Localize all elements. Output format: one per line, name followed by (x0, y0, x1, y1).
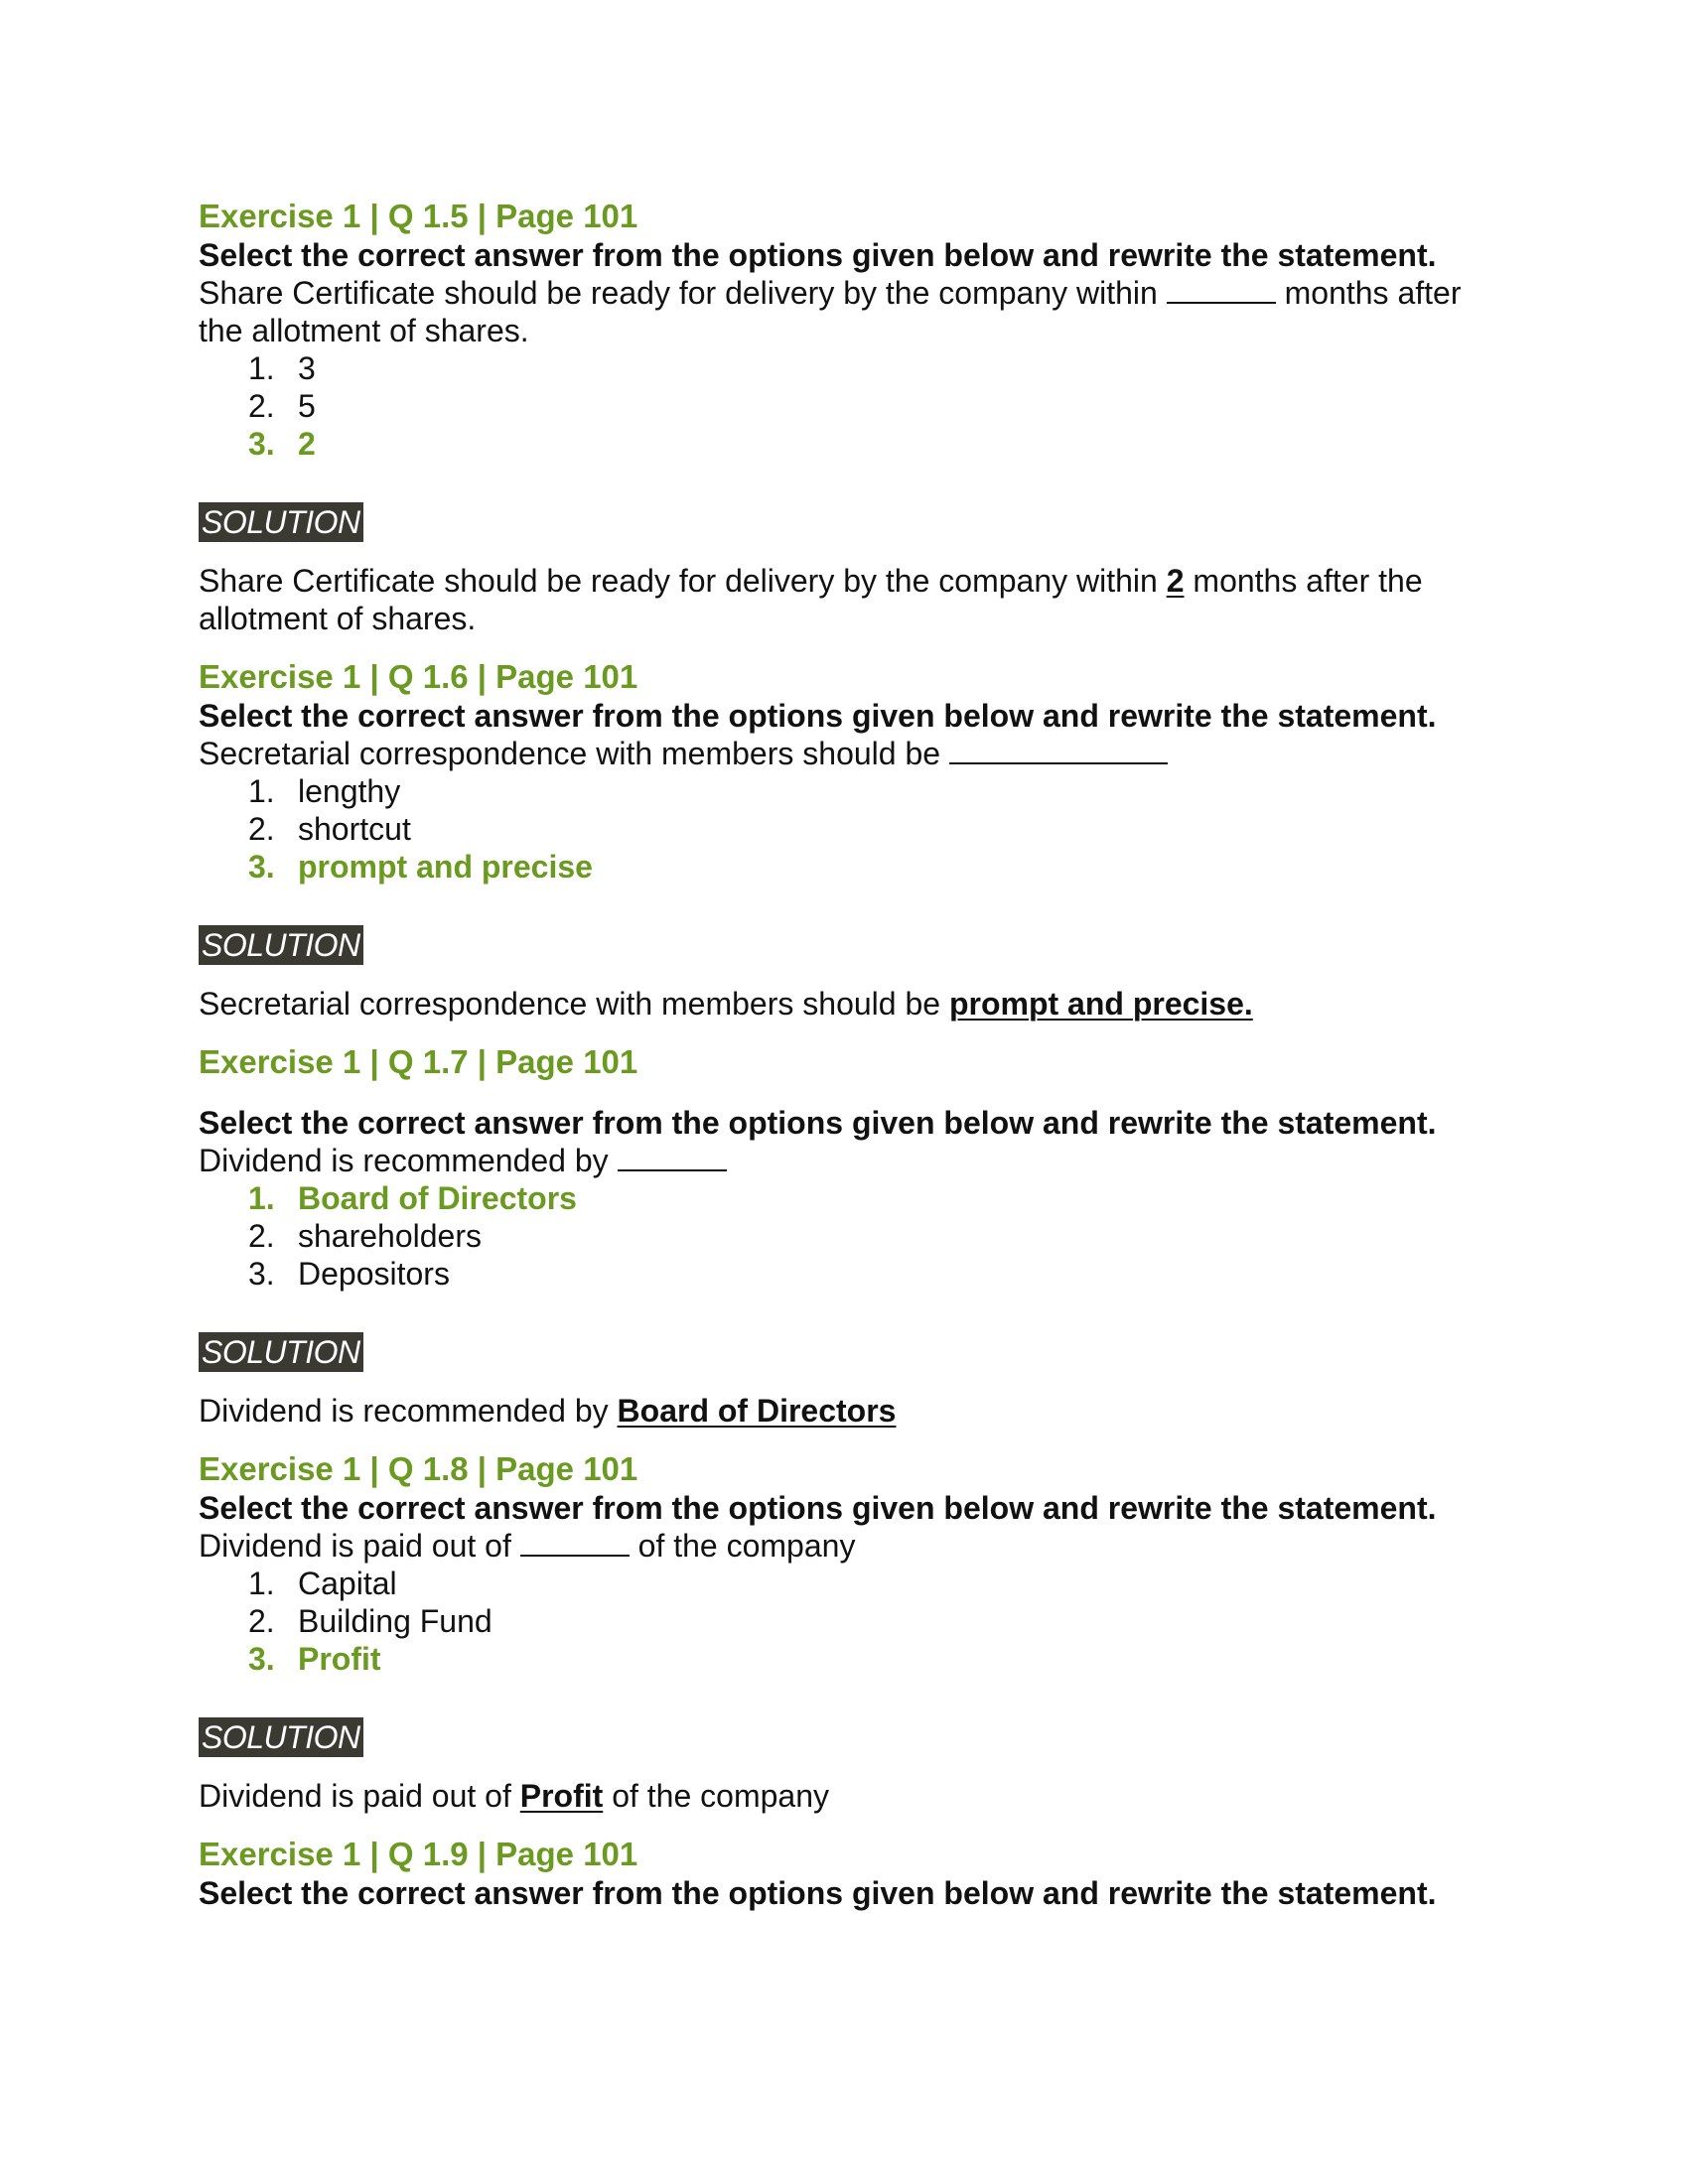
question-heading: Exercise 1 | Q 1.8 | Page 101 (199, 1450, 638, 1487)
question-heading: Exercise 1 | Q 1.6 | Page 101 (199, 658, 638, 695)
question-heading: Exercise 1 | Q 1.9 | Page 101 (199, 1836, 638, 1872)
question-instruction: Select the correct answer from the options given below and rewrite the statement. (199, 237, 1437, 273)
option-text: 5 (298, 388, 316, 424)
statement-text-before: Dividend is recommended by (199, 1143, 618, 1178)
answer-text-after: months after the allotment of shares. (199, 563, 1423, 636)
option-text: Board of Directors (298, 1180, 577, 1216)
option-text: shareholders (298, 1218, 482, 1254)
answer-highlight: Profit (519, 1778, 604, 1814)
statement-text-after: of the company (629, 1528, 856, 1564)
option-item-correct (248, 1640, 1509, 1678)
option-list (199, 1565, 1509, 1678)
solution-label: SOLUTION (199, 925, 363, 965)
option-text: Capital (298, 1566, 397, 1601)
option-number: 1. (248, 1180, 275, 1216)
solution-label: SOLUTION (199, 502, 363, 542)
option-number: 3. (248, 1641, 275, 1677)
question-heading: Exercise 1 | Q 1.7 | Page 101 (199, 1043, 638, 1080)
question-instruction: Select the correct answer from the options given below and rewrite the statement. (199, 698, 1437, 734)
question-heading: Exercise 1 | Q 1.5 | Page 101 (199, 198, 638, 234)
option-number: 1. (248, 350, 275, 386)
solution-answer (199, 985, 1509, 1023)
option-text: lengthy (298, 773, 401, 809)
option-item (248, 1255, 1509, 1293)
option-item (248, 1602, 1509, 1640)
solution-answer (199, 562, 1509, 637)
option-text: shortcut (298, 811, 411, 847)
solution-label: SOLUTION (199, 1332, 363, 1372)
answer-blank (520, 1554, 630, 1557)
option-number: 1. (248, 773, 275, 809)
answer-highlight: Board of Directors (617, 1393, 897, 1429)
question-statement (199, 1527, 1509, 1565)
answer-blank (949, 761, 1168, 764)
option-number: 2. (248, 1218, 275, 1254)
question-statement (199, 735, 1509, 772)
option-text: Profit (298, 1641, 381, 1677)
option-number: 3. (248, 1256, 275, 1292)
statement-text-after: months after the allotment of shares. (199, 275, 1462, 348)
answer-text-before: Dividend is paid out of (199, 1778, 520, 1814)
solution-label: SOLUTION (199, 1717, 363, 1757)
option-item (248, 1217, 1509, 1255)
option-list (199, 772, 1509, 886)
statement-text-before: Dividend is paid out of (199, 1528, 520, 1564)
option-number: 2. (248, 811, 275, 847)
answer-text-before: Dividend is recommended by (199, 1393, 618, 1429)
question-1-9 (199, 1835, 1509, 1912)
answer-text-before: Share Certificate should be ready for delivery by the company within (199, 563, 1167, 599)
option-number: 3. (248, 849, 275, 885)
option-text: 3 (298, 350, 316, 386)
question-statement (199, 274, 1509, 349)
option-text: prompt and precise (298, 849, 593, 885)
answer-text-after: of the company (603, 1778, 829, 1814)
option-item (248, 349, 1509, 387)
document-page (199, 197, 1509, 1912)
option-text: 2 (298, 426, 316, 462)
option-item (248, 1565, 1509, 1602)
option-item-correct (248, 1179, 1509, 1217)
option-item-correct (248, 848, 1509, 886)
option-number: 3. (248, 426, 275, 462)
option-item-correct (248, 425, 1509, 463)
question-statement (199, 1142, 1509, 1179)
answer-blank (618, 1168, 727, 1171)
option-text: Building Fund (298, 1603, 492, 1639)
option-item (248, 810, 1509, 848)
question-1-5 (199, 197, 1509, 637)
statement-text-before: Secretarial correspondence with members should be (199, 736, 949, 771)
answer-text-before: Secretarial correspondence with members should be (199, 986, 949, 1022)
solution-answer (199, 1392, 1509, 1430)
answer-blank (1167, 301, 1276, 304)
option-item (248, 772, 1509, 810)
option-item (248, 387, 1509, 425)
question-instruction: Select the correct answer from the options given below and rewrite the statement. (199, 1105, 1437, 1141)
option-text: Depositors (298, 1256, 450, 1292)
question-instruction: Select the correct answer from the options given below and rewrite the statement. (199, 1875, 1437, 1911)
question-instruction: Select the correct answer from the options given below and rewrite the statement. (199, 1490, 1437, 1526)
answer-highlight: 2 (1166, 563, 1185, 599)
statement-text-before: Share Certificate should be ready for delivery by the company within (199, 275, 1167, 311)
question-1-6 (199, 657, 1509, 1023)
option-number: 2. (248, 1603, 275, 1639)
question-1-7 (199, 1042, 1509, 1430)
answer-highlight: prompt and precise. (948, 986, 1253, 1022)
question-1-8 (199, 1449, 1509, 1815)
option-number: 2. (248, 388, 275, 424)
solution-answer (199, 1777, 1509, 1815)
option-number: 1. (248, 1566, 275, 1601)
option-list (199, 349, 1509, 463)
option-list (199, 1179, 1509, 1293)
